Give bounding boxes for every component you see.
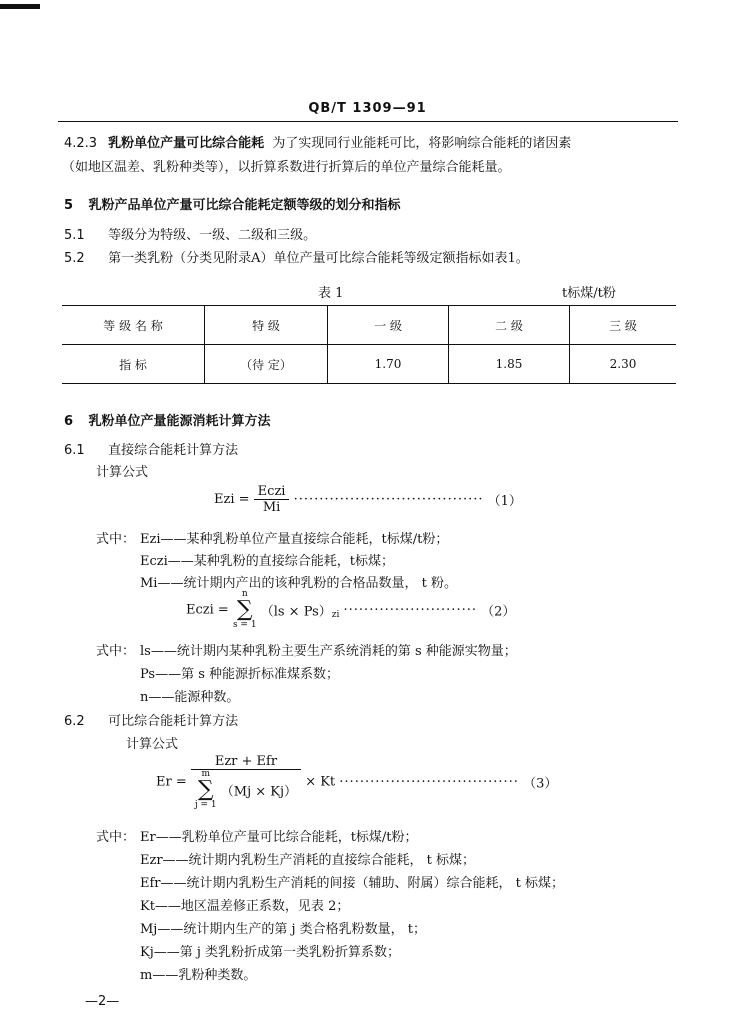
value-cell: 1.70 xyxy=(328,345,449,384)
section-5-heading xyxy=(64,194,401,213)
table-row xyxy=(62,345,676,384)
where-item: ls——统计期内某种乳粉主要生产系统消耗的第 s 种能源实物量； xyxy=(140,644,517,659)
equation-lhs: Ezi = xyxy=(214,492,250,507)
equation-2: Eczi = n ∑ s = 1 $(ls \times Ps)_{zi}$ ·························· （2） xyxy=(186,589,516,630)
clause-term: 乳粉单位产量可比综合能耗 xyxy=(108,136,265,151)
sum-lower-limit: s = 1 xyxy=(232,620,257,630)
value-cell: 1.85 xyxy=(449,345,570,384)
where-lead: 式中： xyxy=(96,532,136,547)
grade-table xyxy=(62,305,676,384)
where-item: Mi——统计期内产出的该种乳粉的合格品数量， t 粉。 xyxy=(140,576,457,591)
where-item: Ps——第 s 种能源折标准煤系数； xyxy=(140,667,340,682)
equation-number: （3） xyxy=(523,776,558,792)
equation-multiplier: × Kt xyxy=(305,774,336,790)
clause-text-line1: 为了实现同行业能耗可比，将影响综合能耗的诸因素 xyxy=(272,136,572,151)
header-cell: 二 级 xyxy=(449,306,570,345)
clause-6-1 xyxy=(64,439,238,458)
clause-5-2 xyxy=(64,247,529,266)
sum-upper-limit: m xyxy=(201,769,211,779)
clause-number: 5.2 xyxy=(64,251,85,266)
equation-number: （2） xyxy=(481,604,516,620)
row-label: 指 标 xyxy=(62,345,205,384)
table-header-row xyxy=(62,306,676,345)
equation-1: Ezi = $\frac{\text{Eczi}}{Mi}$ ····································· （1） xyxy=(214,484,522,515)
section-number: 5 xyxy=(64,198,74,213)
clause-number: 6.1 xyxy=(64,443,85,458)
sigma-icon: ∑ xyxy=(236,597,253,622)
equation-number: （1） xyxy=(487,494,522,509)
where-lead: 式中： xyxy=(96,644,136,659)
header-cell: 特 级 xyxy=(205,306,328,345)
clause-title: 直接综合能耗计算方法 xyxy=(108,443,239,458)
top-edge-mark xyxy=(0,4,40,9)
where-item: Kt——地区温差修正系数，见表 2； xyxy=(140,899,350,914)
clause-text: 等级分为特级、一级、二级和三级。 xyxy=(108,228,317,243)
summation xyxy=(233,590,257,630)
fraction-numerator: Ezr + Efr xyxy=(191,754,301,770)
table-title: 表 1 xyxy=(318,286,344,301)
section-title: 乳粉单位产量能源消耗计算方法 xyxy=(88,414,271,429)
where-item: Mj——统计期内生产的第 j 类合格乳粉数量， t； xyxy=(140,922,426,937)
formula-caption: 计算公式 xyxy=(96,465,149,480)
summation xyxy=(195,770,217,810)
clause-4-2-3 xyxy=(64,132,571,151)
summand: （Mj × Kj） xyxy=(220,784,298,800)
fraction-numerator: Eczi xyxy=(254,484,290,500)
where-item: Kj——第 j 类乳粉折成第一类乳粉折算系数； xyxy=(140,945,401,960)
where-item: m——乳粉种类数。 xyxy=(140,968,257,983)
equation-fraction xyxy=(191,754,301,810)
where-item: Efr——统计期内乳粉生产消耗的间接（辅助、附属）综合能耗， t 标煤； xyxy=(140,876,565,891)
clause-number: 6.2 xyxy=(64,714,85,729)
header-rule xyxy=(58,121,678,122)
sum-lower-limit: j = 1 xyxy=(194,800,217,810)
where-item: n——能源种数。 xyxy=(140,690,240,705)
page-number: —2— xyxy=(85,994,120,1009)
clause-text-line2: （如地区温差、乳粉种类等），以折算系数进行折算后的单位产量综合能耗量。 xyxy=(62,160,511,175)
summand: （ls × Ps） xyxy=(260,604,332,620)
where-lead: 式中： xyxy=(96,830,136,845)
header-cell: 一 级 xyxy=(328,306,449,345)
fraction-denominator: Mi xyxy=(262,500,281,515)
clause-title: 可比综合能耗计算方法 xyxy=(108,714,239,729)
clause-number: 5.1 xyxy=(64,228,85,243)
header-cell: 等 级 名 称 xyxy=(62,306,205,345)
sigma-icon: ∑ xyxy=(197,777,214,802)
equation-fraction xyxy=(254,484,290,515)
clause-text: 第一类乳粉（分类见附录A）单位产量可比综合能耗等级定额指标如表1。 xyxy=(108,251,529,266)
clause-6-2 xyxy=(64,710,238,729)
where-item: Ezi——某种乳粉单位产量直接综合能耗，t标煤/t粉； xyxy=(140,532,449,547)
clause-5-1 xyxy=(64,224,316,243)
formula-caption: 计算公式 xyxy=(126,737,179,752)
clause-number: 4.2.3 xyxy=(64,136,98,151)
value-cell: （待 定） xyxy=(205,345,328,384)
where-item: Eczi——某种乳粉的直接综合能耗，t标煤； xyxy=(140,554,395,569)
where-item: Er——乳粉单位产量可比综合能耗，t标煤/t粉； xyxy=(140,830,418,845)
equation-3: Er = Ezr + Efr m ∑ j = 1 （Mj × Kj） × Kt ··································· （3） xyxy=(156,754,558,810)
table-unit: t标煤/t粉 xyxy=(562,286,616,301)
equation-lhs: Er = xyxy=(156,774,187,790)
section-number: 6 xyxy=(64,414,74,429)
sum-upper-limit: n xyxy=(241,589,248,599)
section-6-heading xyxy=(64,410,271,429)
header-cell: 三 级 xyxy=(570,306,677,345)
standard-code: QB/T 1309—91 xyxy=(308,101,427,116)
value-cell: 2.30 xyxy=(570,345,677,384)
summand-subscript: zi xyxy=(331,610,340,621)
section-title: 乳粉产品单位产量可比综合能耗定额等级的划分和指标 xyxy=(88,198,401,213)
equation-lhs: Eczi = xyxy=(186,602,229,618)
fraction-denominator xyxy=(191,770,301,810)
where-item: Ezr——统计期内乳粉生产消耗的直接综合能耗， t 标煤； xyxy=(140,853,476,868)
